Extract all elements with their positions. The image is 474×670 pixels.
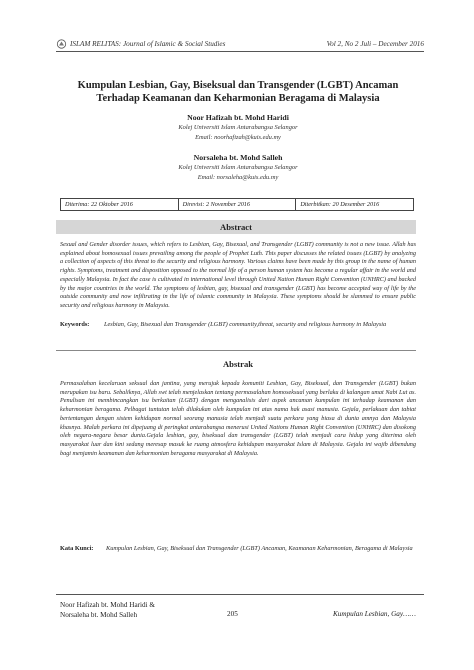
author-email: Email: noorhafizah@kuis.edu.my bbox=[195, 134, 281, 141]
journal-header bbox=[56, 38, 424, 50]
abstract-text: Sexual and Gender disorder issues, which refers to Lesbian, Gay, Bisexual, and Transgender (LGBT) community is not a new issue. Allah has explained about homosexual issues prevailing among the people of Prophet Luth. This paper discusses the related issues (LGBT) by analyzing a collection of aspects of this threat to the security and religious harmony. Various claims have been made by this group in the name of human rights. Symptoms, treatment and disposition opposed to the normal life of a person human system has become a regular affair in the world and especially Malaysia. In fact the case is cultivated in international level through United Nation Human Right Convention (UNHRC) and backed by the major countries in the world. The symptoms of lesbian, gay, bisexual and transgender (LGBT) has become accepted way of life by the outside community and now infiltrating in the life of islamic community in Malaysia. These symptoms should be slammed to ensure public security and religious harmony in Malaysia. bbox=[60, 241, 416, 309]
kata-kunci bbox=[60, 545, 416, 554]
author-name: Norsaleha bt. Mohd Salleh bbox=[193, 153, 283, 162]
keywords-label: Keywords: bbox=[60, 321, 90, 328]
author-block-2 bbox=[60, 153, 416, 183]
author-name: Noor Hafizah bt. Mohd Haridi bbox=[187, 113, 289, 122]
footer-authors bbox=[60, 600, 155, 620]
abstrak-text: Permasalahan kecelaruan seksual dan jantina, yang merujuk kepada komuniti Lesbian, Gay, Biseksual, dan Transgender (LGBT) bukan merupakan isu baru. Sebaliknya, Allah swt telah menjelaskan tentang permasalahan homoseksual yang berlaku di kalangan umat Nabi Lut as. Penulisan ini membincangkan isu berkaitan (LGBT) dengan menganalisis dari aspek ancaman kumpulan ini terhadap keamanan dan keharmonian beragama. Pelbagai tuntutan telah dilakukan oleh kumpulan ini atas nama hak asasi manusia. Gejala, perlakuan dan tabiat bertentangan dengan sistem kehidupan normal seorang manusia telah menjadi suatu perkara yang biasa di dunia amnya dan Malaysia khasnya. Malah perkara ini dipejuang di peringkat antarabangsa menerusi United Nations Human Right Convention (UNHRC) dan disokong oleh negara-negara besar dunia.Gejala lesbian, gay, biseksual dan transgender (LGBT) telah menjadi cara hidup yang diterima oleh masyarakat luar dan kini sedang meresap masuk ke ruang atmosfera kehidupan masyarakat Islam di Malaysia. Gejala ini wajib dibendung bagi menjamin keamanan dan keharmonian beragama masyarakat di Malaysia. bbox=[60, 380, 416, 457]
journal-name: ISLAM RELITAS: Journal of Islamic & Social Studies bbox=[70, 40, 226, 48]
abstract-heading: Abstract bbox=[56, 220, 416, 234]
page-number: 205 bbox=[227, 610, 238, 618]
kata-kunci-label: Kata Kunci: bbox=[60, 545, 94, 552]
keywords-text: Lesbian, Gay, Bisexual dan Transgender (LGBT) community,threat, security and religious harmony in Malaysia bbox=[104, 321, 387, 328]
journal-logo-icon bbox=[56, 39, 67, 49]
author-email: Email: norsaleha@kuis.edu.my bbox=[197, 174, 279, 181]
footer-author-1: Noor Hafizah bt. Mohd Haridi & bbox=[60, 601, 156, 609]
section-divider bbox=[56, 350, 416, 351]
date-revised: Direvisi: 2 November 2016 bbox=[178, 199, 296, 210]
submission-dates bbox=[60, 198, 414, 211]
date-received: Diterima: 22 Oktober 2016 bbox=[65, 201, 133, 208]
running-title: Kumpulan Lesbian, Gay…… bbox=[333, 610, 416, 618]
footer-author-2: Norsaleha bt. Mohd Salleh bbox=[60, 611, 138, 619]
paper-title: Kumpulan Lesbian, Gay, Biseksual dan Transgender (LGBT) Ancaman Terhadap Keamanan dan Keharmonian Beragama di Malaysia bbox=[77, 80, 399, 104]
date-published: Diterbitkan: 20 Desember 2016 bbox=[295, 199, 413, 210]
journal-issue: Vol 2, No 2 Juli – December 2016 bbox=[326, 40, 424, 48]
abstrak-heading: Abstrak bbox=[222, 359, 254, 369]
kata-kunci-text: Kumpulan Lesbian, Gay, Biseksual dan Transgender (LGBT) Ancaman, Keamanan Keharmonian, Beragama di Malaysia bbox=[106, 545, 413, 552]
footer-divider bbox=[56, 594, 424, 595]
header-divider bbox=[56, 51, 424, 52]
author-affiliation: Kolej Universiti Islam Antarabangsa Selangor bbox=[178, 124, 298, 131]
keywords bbox=[60, 321, 416, 330]
author-affiliation: Kolej Universiti Islam Antarabangsa Selangor bbox=[178, 164, 298, 171]
author-block-1 bbox=[60, 113, 416, 143]
